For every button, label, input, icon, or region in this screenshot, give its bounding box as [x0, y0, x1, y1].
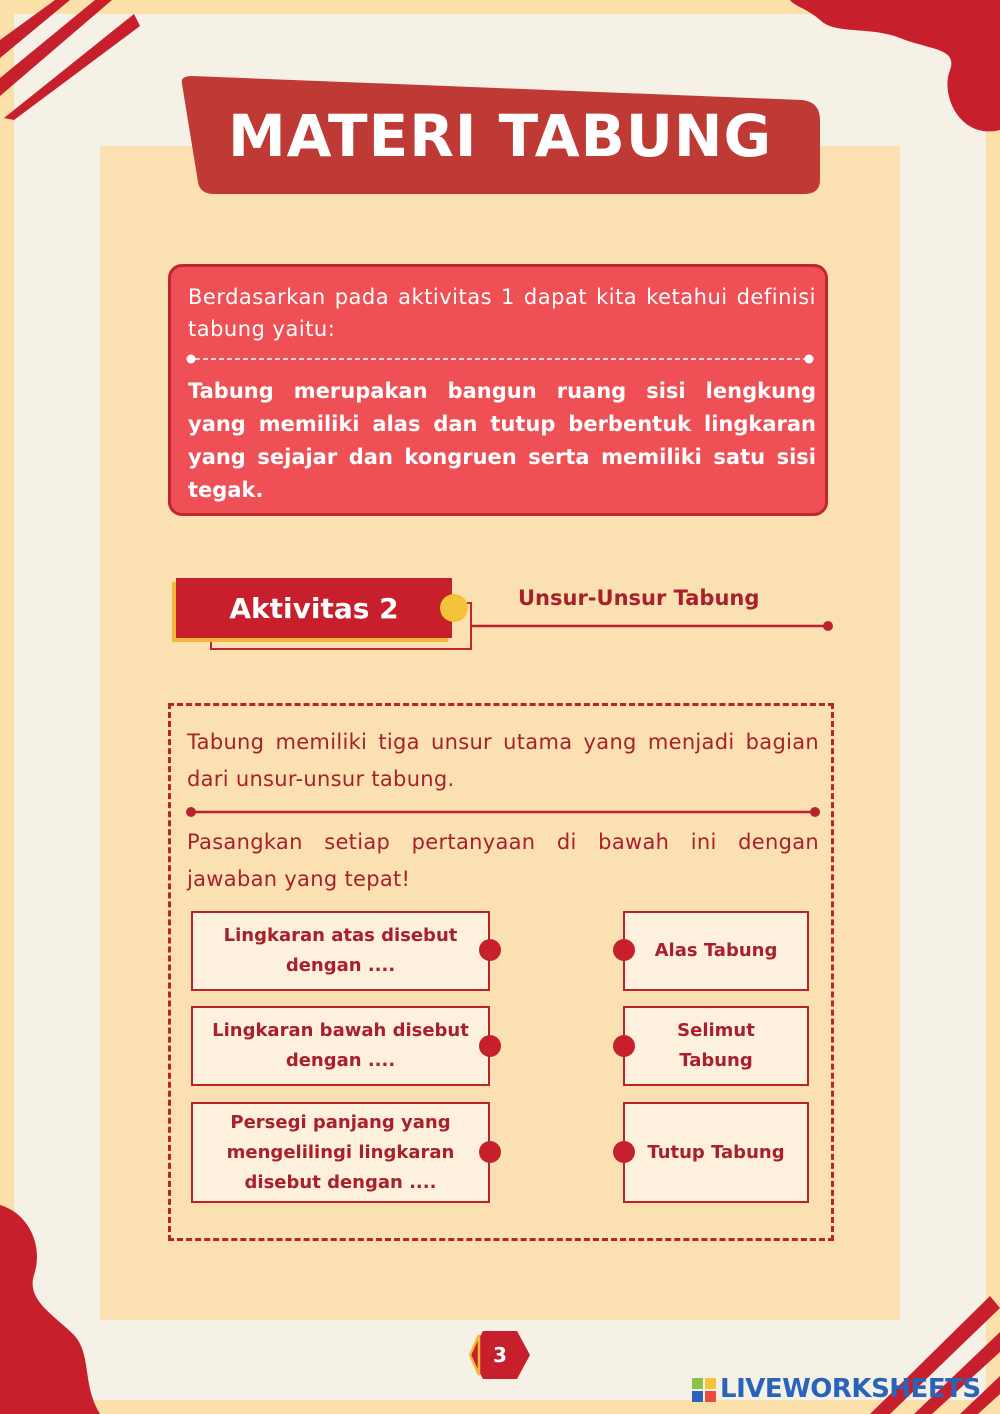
answer-card: Selimut Tabung	[623, 1006, 809, 1086]
liveworksheets-logo-icon	[692, 1378, 716, 1402]
decor-bottom-left	[0, 1205, 110, 1414]
activity-dot	[440, 594, 468, 622]
answer-connector-dot[interactable]	[613, 1141, 635, 1163]
definition-text: Tabung merupakan bangun ruang sisi lengkung yang memiliki alas dan tutup berbentuk lingkaran yang sejajar dan kongruen serta memiliki satu sisi tegak.	[188, 379, 816, 502]
definition-box	[168, 264, 828, 516]
page-number: 3	[493, 1343, 507, 1367]
answer-connector-dot[interactable]	[613, 939, 635, 961]
answer-connector-dot[interactable]	[613, 1035, 635, 1057]
answer-card: Alas Tabung	[623, 911, 809, 991]
definition-divider	[185, 353, 815, 365]
activity-divider	[185, 806, 821, 818]
question-connector-dot[interactable]	[479, 1035, 501, 1057]
answer-card: Tutup Tabung	[623, 1102, 809, 1203]
activity-instruction: Pasangkan setiap pertanyaan di bawah ini dengan jawaban yang tepat!	[187, 830, 819, 891]
activity-intro: Tabung memiliki tiga unsur utama yang menjadi bagian dari unsur-unsur tabung.	[187, 730, 819, 791]
question-connector-dot[interactable]	[479, 939, 501, 961]
page-number-badge	[469, 1330, 531, 1380]
title-banner	[178, 76, 822, 196]
activity-header	[170, 572, 840, 662]
page-title: MATERI TABUNG	[227, 102, 773, 170]
question-connector-dot[interactable]	[479, 1141, 501, 1163]
question-card: Lingkaran bawah disebut dengan ....	[191, 1006, 490, 1086]
question-card: Persegi panjang yang mengelilingi lingkaran disebut dengan ....	[191, 1102, 490, 1203]
activity-underline	[470, 620, 836, 632]
brand-logo	[692, 1374, 992, 1404]
question-card: Lingkaran atas disebut dengan ....	[191, 911, 490, 991]
brand-name: LIVEWORKSHEETS	[720, 1374, 981, 1404]
definition-intro: Berdasarkan pada aktivitas 1 dapat kita ketahui definisi tabung yaitu:	[188, 285, 816, 341]
activity-subtitle: Unsur-Unsur Tabung	[518, 586, 760, 610]
decor-top-left	[0, 0, 140, 120]
activity-label: Aktivitas 2	[176, 578, 452, 638]
